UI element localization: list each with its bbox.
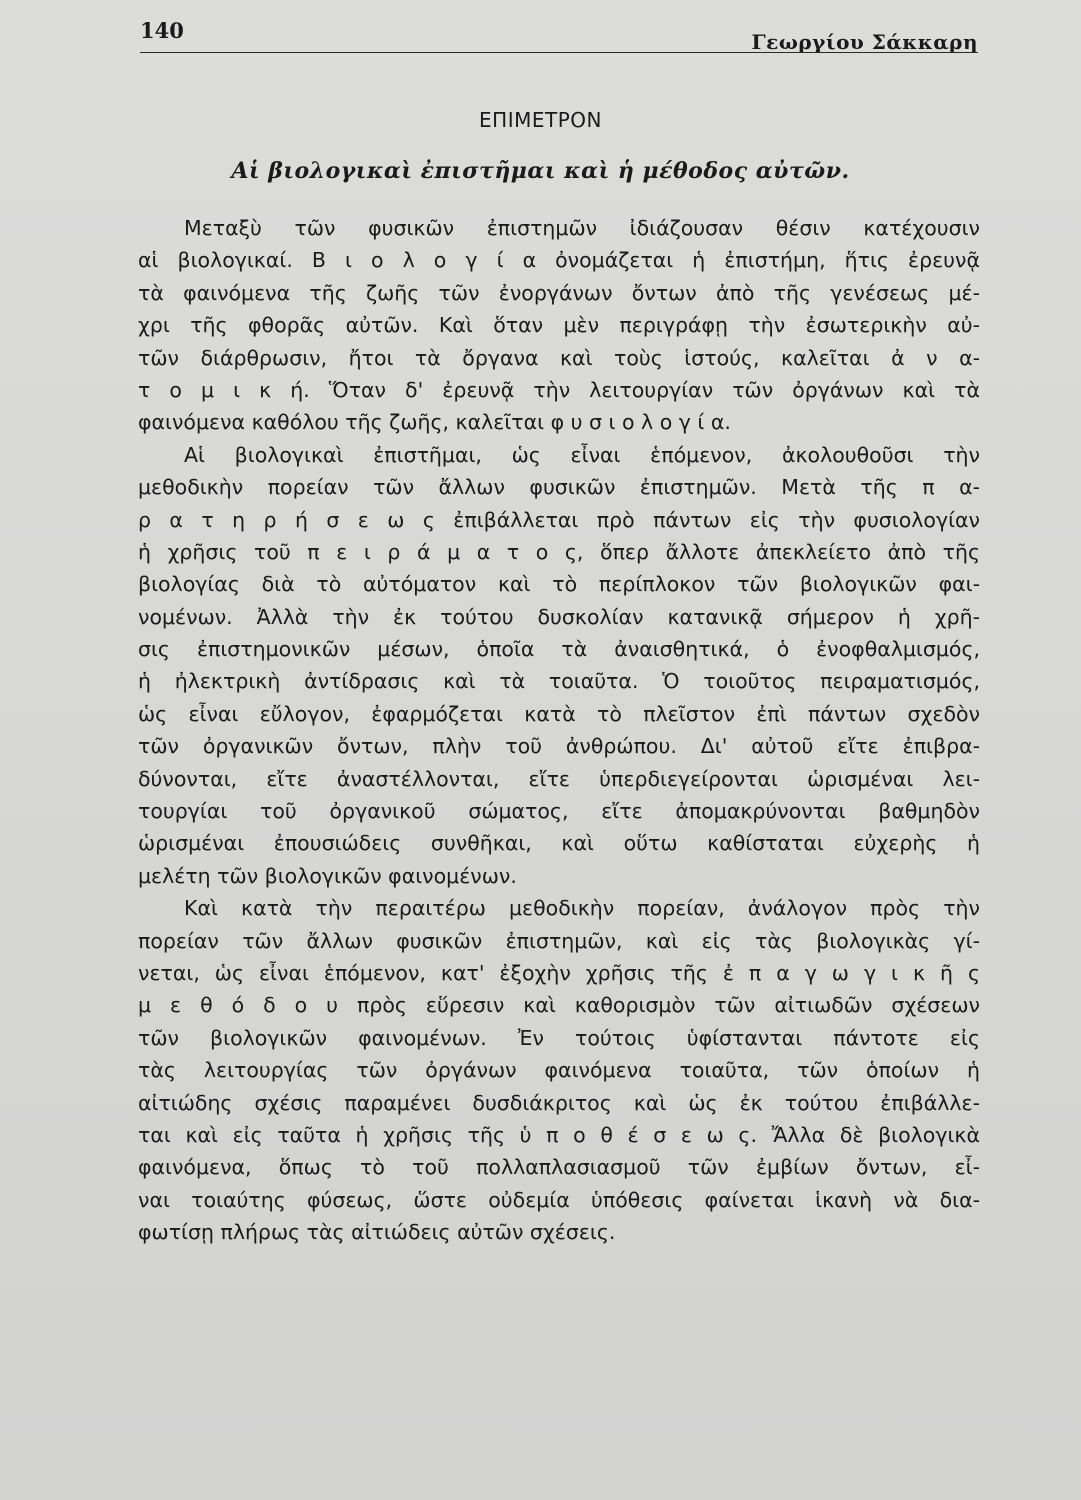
text-line: τῶν ὀργανικῶν ὄντων, πλὴν τοῦ ἀνθρώπου. Δι' αὐτοῦ εἴτε ἐπιβρα-	[138, 734, 980, 759]
text-line: ναι τοιαύτης φύσεως, ὥστε οὐδεμία ὑπόθεσις φαίνεται ἱκανὴ νὰ δια-	[138, 1187, 980, 1212]
body-text	[138, 212, 980, 1249]
section-title: ΕΠΙΜΕΤΡΟΝ	[479, 108, 602, 132]
text-line: νεται, ὡς εἶναι ἑπόμενον, κατ' ἐξοχὴν χρῆσις τῆς ἐ π α γ ω γ ι κ ῆ ς	[138, 960, 980, 985]
header-rule	[140, 52, 978, 53]
text-line: τ ο μ ι κ ή. Ὅταν δ' ἐρευνᾷ τὴν λειτουργίαν τῶν ὀργάνων καὶ τὰ	[138, 377, 980, 402]
text-line: βιολογίας διὰ τὸ αὐτόματον καὶ τὸ περίπλοκον τῶν βιολογικῶν φαι-	[138, 572, 980, 597]
page-header	[140, 18, 978, 52]
text-line: Καὶ κατὰ τὴν περαιτέρω μεθοδικὴν πορείαν, ἀνάλογον πρὸς τὴν	[184, 896, 980, 921]
text-line: φαινόμενα καθόλου τῆς ζωῆς, καλεῖται φ υ σ ι ο λ ο γ ί α.	[138, 410, 731, 435]
text-line: τῶν βιολογικῶν φαινομένων. Ἐν τούτοις ὑφίστανται πάντοτε εἰς	[138, 1025, 980, 1050]
text-line: ρ α τ η ρ ή σ ε ω ς ἐπιβάλλεται πρὸ πάντων εἰς τὴν φυσιολογίαν	[138, 507, 980, 532]
text-line: χρι τῆς φθορᾶς αὐτῶν. Καὶ ὅταν μὲν περιγράφῃ τὴν ἐσωτερικὴν αὐ-	[138, 313, 980, 338]
text-line: φωτίσῃ πλήρως τὰς αἰτιώδεις αὐτῶν σχέσεις.	[138, 1220, 616, 1245]
text-line: ται καὶ εἰς ταῦτα ἡ χρῆσις τῆς ὑ π ο θ έ σ ε ω ς. Ἄλλα δὲ βιολογικὰ	[138, 1122, 980, 1147]
text-line: Μεταξὺ τῶν φυσικῶν ἐπιστημῶν ἰδιάζουσαν θέσιν κατέχουσιν	[184, 216, 980, 240]
text-line: ὡς εἶναι εὔλογον, ἐφαρμόζεται κατὰ τὸ πλεῖστον ἐπὶ πάντων σχεδὸν	[138, 701, 980, 726]
text-line: αἰτιώδης σχέσις παραμένει δυσδιάκριτος καὶ ὡς ἐκ τούτου ἐπιβάλλε-	[138, 1090, 980, 1115]
text-line: φαινόμενα, ὅπως τὸ τοῦ πολλαπλασιασμοῦ τῶν ἐμβίων ὄντων, εἶ-	[138, 1155, 980, 1180]
text-line: τουργίαι τοῦ ὀργανικοῦ σώματος, εἴτε ἀπομακρύνονται βαθμηδὸν	[138, 799, 980, 824]
text-line: Αἱ βιολογικαὶ ἐπιστῆμαι, ὡς εἶναι ἑπόμενον, ἀκολουθοῦσι τὴν	[184, 442, 980, 467]
text-line: ἡ ἠλεκτρικὴ ἀντίδρασις καὶ τὰ τοιαῦτα. Ὁ τοιοῦτος πειραματισμός,	[138, 669, 980, 694]
text-line: νομένων. Ἀλλὰ τὴν ἐκ τούτου δυσκολίαν κατανικᾷ σήμερον ἡ χρῆ-	[138, 604, 980, 629]
text-line: τὰς λειτουργίας τῶν ὀργάνων φαινόμενα τοιαῦτα, τῶν ὁποίων ἡ	[138, 1058, 980, 1083]
text-line: μ ε θ ό δ ο υ πρὸς εὕρεσιν καὶ καθορισμὸν τῶν αἰτιωδῶν σχέσεων	[138, 993, 980, 1018]
running-head: Γεωργίου Σάκκαρη	[751, 30, 978, 54]
text-line: ἡ χρῆσις τοῦ π ε ι ρ ά μ α τ ο ς, ὅπερ ἄλλοτε ἀπεκλείετο ἀπὸ τῆς	[138, 539, 980, 564]
text-line: τῶν διάρθρωσιν, ἤτοι τὰ ὄργανα καὶ τοὺς ἱστούς, καλεῖται ἀ ν α-	[138, 345, 980, 370]
text-line: πορείαν τῶν ἄλλων φυσικῶν ἐπιστημῶν, καὶ εἰς τὰς βιολογικὰς γί-	[138, 928, 980, 953]
text-line: σις ἐπιστημονικῶν μέσων, ὁποῖα τὰ ἀναισθητικά, ὁ ἐνοφθαλμισμός,	[138, 637, 980, 662]
page-number: 140	[140, 18, 184, 43]
text-line: αἱ βιολογικαί. Β ι ο λ ο γ ί α ὀνομάζεται ἡ ἐπιστήμη, ἥτις ἐρευνᾷ	[138, 248, 980, 273]
text-line: δύνονται, εἴτε ἀναστέλλονται, εἴτε ὑπερδιεγείρονται ὡρισμέναι λει-	[138, 766, 980, 791]
text-line: μεθοδικὴν πορείαν τῶν ἄλλων φυσικῶν ἐπιστημῶν. Μετὰ τῆς π α-	[138, 475, 980, 500]
text-line: μελέτη τῶν βιολογικῶν φαινομένων.	[138, 863, 517, 888]
text-line: τὰ φαινόμενα τῆς ζωῆς τῶν ἐνοργάνων ὄντων ἀπὸ τῆς γενέσεως μέ-	[138, 280, 980, 305]
chapter-title: Αἱ βιολογικαὶ ἐπιστῆμαι καὶ ἡ μέθοδος αὐτῶν.	[231, 158, 850, 184]
text-line: ὡρισμέναι ἐπουσιώδεις συνθῆκαι, καὶ οὕτω καθίσταται εὐχερὴς ἡ	[138, 831, 980, 856]
